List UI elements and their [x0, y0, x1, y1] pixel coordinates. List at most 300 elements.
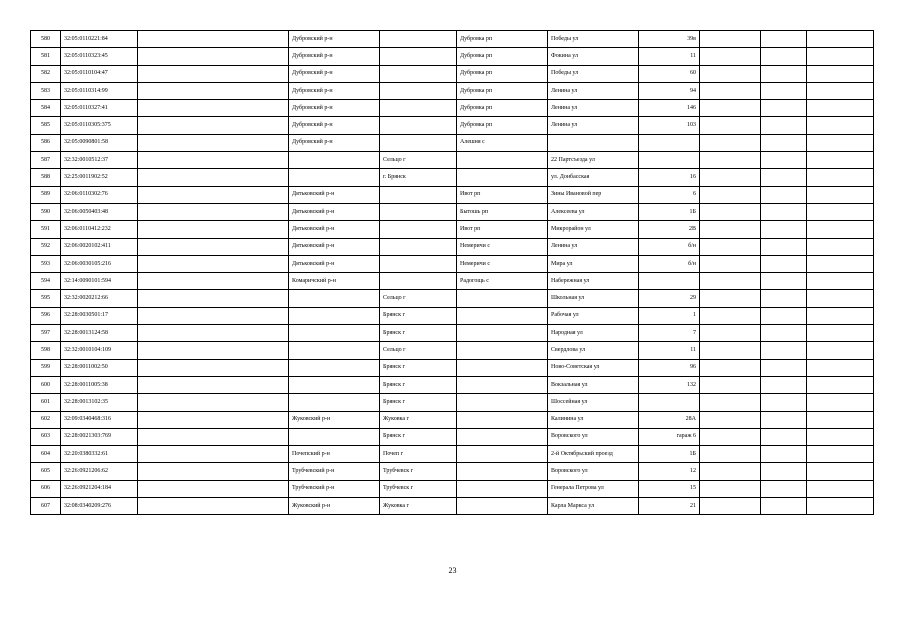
house-number-cell: б/н — [639, 238, 700, 255]
settlement-cell: Бытошь рп — [457, 203, 548, 220]
table-row — [31, 480, 874, 497]
house-number-cell: 12 — [639, 463, 700, 480]
cadastral-number-cell: 32:06:0030105:216 — [61, 255, 138, 272]
extra-column-2-cell — [761, 134, 807, 151]
city-cell: Брянск г — [380, 376, 457, 393]
house-number-cell: 39в — [639, 31, 700, 48]
extra-column-3-cell — [807, 428, 874, 445]
extra-column-1-cell — [700, 221, 761, 238]
district-cell: Дубровский р-н — [289, 134, 380, 151]
blank-column-cell — [138, 203, 289, 220]
city-cell — [380, 82, 457, 99]
table-row — [31, 359, 874, 376]
extra-column-3-cell — [807, 411, 874, 428]
cadastral-number-cell: 32:26:0921206:62 — [61, 463, 138, 480]
extra-column-1-cell — [700, 82, 761, 99]
city-cell: Трубчевск г — [380, 463, 457, 480]
settlement-cell: Дубровка рп — [457, 117, 548, 134]
table-body — [31, 31, 874, 515]
city-cell: Жуковка г — [380, 498, 457, 515]
cadastral-number-cell: 32:32:0010512:37 — [61, 152, 138, 169]
extra-column-1-cell — [700, 152, 761, 169]
extra-column-1-cell — [700, 446, 761, 463]
row-number-cell: 601 — [31, 394, 61, 411]
street-cell: Алексеева ул — [548, 203, 639, 220]
cadastral-number-cell: 32:05:0090801:58 — [61, 134, 138, 151]
city-cell — [380, 100, 457, 117]
city-cell — [380, 273, 457, 290]
extra-column-3-cell — [807, 376, 874, 393]
extra-column-2-cell — [761, 411, 807, 428]
cadastral-number-cell: 32:14:0090101:594 — [61, 273, 138, 290]
row-number-cell: 591 — [31, 221, 61, 238]
street-cell: Ленина ул — [548, 100, 639, 117]
cadastral-number-cell: 32:05:0110104:47 — [61, 65, 138, 82]
street-cell: Фокина ул — [548, 48, 639, 65]
row-number-cell: 588 — [31, 169, 61, 186]
city-cell — [380, 255, 457, 272]
district-cell: Почепский р-н — [289, 446, 380, 463]
district-cell: Трубчевский р-н — [289, 463, 380, 480]
row-number-cell: 587 — [31, 152, 61, 169]
cadastral-number-cell: 32:08:0340209:276 — [61, 498, 138, 515]
settlement-cell: Дубровка рп — [457, 100, 548, 117]
extra-column-2-cell — [761, 307, 807, 324]
extra-column-1-cell — [700, 186, 761, 203]
extra-column-1-cell — [700, 325, 761, 342]
settlement-cell — [457, 307, 548, 324]
blank-column-cell — [138, 463, 289, 480]
cadastral-number-cell: 32:28:0013102:35 — [61, 394, 138, 411]
district-cell — [289, 359, 380, 376]
street-cell: Генерала Петрова ул — [548, 480, 639, 497]
extra-column-3-cell — [807, 325, 874, 342]
extra-column-3-cell — [807, 221, 874, 238]
district-cell: Дубровский р-н — [289, 100, 380, 117]
city-cell: г. Брянск — [380, 169, 457, 186]
district-cell: Дятьковский р-н — [289, 221, 380, 238]
extra-column-1-cell — [700, 394, 761, 411]
row-number-cell: 598 — [31, 342, 61, 359]
district-cell — [289, 307, 380, 324]
extra-column-2-cell — [761, 186, 807, 203]
blank-column-cell — [138, 290, 289, 307]
street-cell: Рабочая ул — [548, 307, 639, 324]
row-number-cell: 597 — [31, 325, 61, 342]
blank-column-cell — [138, 117, 289, 134]
extra-column-2-cell — [761, 100, 807, 117]
city-cell — [380, 117, 457, 134]
blank-column-cell — [138, 342, 289, 359]
extra-column-2-cell — [761, 82, 807, 99]
district-cell — [289, 290, 380, 307]
table-row — [31, 31, 874, 48]
table-row — [31, 273, 874, 290]
table-row — [31, 48, 874, 65]
settlement-cell: Дубровка рп — [457, 65, 548, 82]
street-cell: Воровского ул — [548, 428, 639, 445]
table-row — [31, 65, 874, 82]
extra-column-3-cell — [807, 394, 874, 411]
city-cell — [380, 134, 457, 151]
house-number-cell: 6 — [639, 186, 700, 203]
table-row — [31, 325, 874, 342]
district-cell — [289, 394, 380, 411]
row-number-cell: 583 — [31, 82, 61, 99]
table-row — [31, 221, 874, 238]
extra-column-1-cell — [700, 134, 761, 151]
row-number-cell: 600 — [31, 376, 61, 393]
settlement-cell: Немеричи с — [457, 238, 548, 255]
district-cell — [289, 428, 380, 445]
blank-column-cell — [138, 221, 289, 238]
table-row — [31, 342, 874, 359]
extra-column-1-cell — [700, 273, 761, 290]
extra-column-1-cell — [700, 290, 761, 307]
house-number-cell: 16 — [639, 169, 700, 186]
blank-column-cell — [138, 428, 289, 445]
row-number-cell: 595 — [31, 290, 61, 307]
table-row — [31, 255, 874, 272]
row-number-cell: 606 — [31, 480, 61, 497]
blank-column-cell — [138, 359, 289, 376]
extra-column-3-cell — [807, 238, 874, 255]
street-cell: Зины Ивановой пер — [548, 186, 639, 203]
settlement-cell — [457, 498, 548, 515]
table-row — [31, 238, 874, 255]
extra-column-1-cell — [700, 65, 761, 82]
extra-column-2-cell — [761, 65, 807, 82]
blank-column-cell — [138, 307, 289, 324]
house-number-cell: 11 — [639, 342, 700, 359]
street-cell: Народная ул — [548, 325, 639, 342]
house-number-cell: 1Б — [639, 446, 700, 463]
district-cell: Дубровский р-н — [289, 65, 380, 82]
settlement-cell — [457, 152, 548, 169]
table-row — [31, 82, 874, 99]
settlement-cell — [457, 463, 548, 480]
registry-table — [30, 30, 874, 515]
extra-column-1-cell — [700, 117, 761, 134]
street-cell — [548, 134, 639, 151]
extra-column-1-cell — [700, 480, 761, 497]
extra-column-2-cell — [761, 428, 807, 445]
extra-column-2-cell — [761, 325, 807, 342]
house-number-cell: 15 — [639, 480, 700, 497]
street-cell: 2-й Октябрьский проезд — [548, 446, 639, 463]
district-cell: Дубровский р-н — [289, 82, 380, 99]
settlement-cell: Алешня с — [457, 134, 548, 151]
blank-column-cell — [138, 411, 289, 428]
settlement-cell — [457, 411, 548, 428]
row-number-cell: 592 — [31, 238, 61, 255]
city-cell — [380, 65, 457, 82]
extra-column-1-cell — [700, 376, 761, 393]
extra-column-2-cell — [761, 221, 807, 238]
row-number-cell: 604 — [31, 446, 61, 463]
blank-column-cell — [138, 498, 289, 515]
district-cell — [289, 325, 380, 342]
blank-column-cell — [138, 376, 289, 393]
extra-column-3-cell — [807, 273, 874, 290]
row-number-cell: 581 — [31, 48, 61, 65]
settlement-cell: Дубровка рп — [457, 48, 548, 65]
settlement-cell — [457, 342, 548, 359]
city-cell: Брянск г — [380, 325, 457, 342]
cadastral-number-cell: 32:05:0110314:99 — [61, 82, 138, 99]
row-number-cell: 590 — [31, 203, 61, 220]
extra-column-2-cell — [761, 359, 807, 376]
house-number-cell: б/н — [639, 255, 700, 272]
city-cell: Сельцо г — [380, 290, 457, 307]
street-cell: Победы ул — [548, 31, 639, 48]
extra-column-3-cell — [807, 186, 874, 203]
extra-column-2-cell — [761, 117, 807, 134]
extra-column-2-cell — [761, 48, 807, 65]
extra-column-1-cell — [700, 100, 761, 117]
street-cell: Свердлова ул — [548, 342, 639, 359]
street-cell: Ленина ул — [548, 82, 639, 99]
house-number-cell: 29 — [639, 290, 700, 307]
blank-column-cell — [138, 480, 289, 497]
extra-column-3-cell — [807, 31, 874, 48]
cadastral-number-cell: 32:26:0921204:184 — [61, 480, 138, 497]
house-number-cell: 146 — [639, 100, 700, 117]
settlement-cell — [457, 325, 548, 342]
city-cell — [380, 186, 457, 203]
table-row — [31, 411, 874, 428]
cadastral-number-cell: 32:25:0011902:52 — [61, 169, 138, 186]
settlement-cell — [457, 428, 548, 445]
extra-column-1-cell — [700, 307, 761, 324]
city-cell — [380, 31, 457, 48]
street-cell: ул. Донбасская — [548, 169, 639, 186]
street-cell: Ново-Советская ул — [548, 359, 639, 376]
extra-column-1-cell — [700, 342, 761, 359]
blank-column-cell — [138, 48, 289, 65]
extra-column-3-cell — [807, 498, 874, 515]
extra-column-2-cell — [761, 255, 807, 272]
extra-column-3-cell — [807, 480, 874, 497]
city-cell: Трубчевск г — [380, 480, 457, 497]
house-number-cell — [639, 273, 700, 290]
cadastral-number-cell: 32:05:0110221:84 — [61, 31, 138, 48]
city-cell: Брянск г — [380, 307, 457, 324]
extra-column-3-cell — [807, 65, 874, 82]
extra-column-2-cell — [761, 480, 807, 497]
cadastral-number-cell: 32:06:0110302:76 — [61, 186, 138, 203]
cadastral-number-cell: 32:05:0110305:375 — [61, 117, 138, 134]
cadastral-number-cell: 32:06:0020102:411 — [61, 238, 138, 255]
district-cell: Комаричский р-н — [289, 273, 380, 290]
row-number-cell: 582 — [31, 65, 61, 82]
extra-column-3-cell — [807, 446, 874, 463]
city-cell: Брянск г — [380, 359, 457, 376]
district-cell — [289, 376, 380, 393]
extra-column-1-cell — [700, 31, 761, 48]
house-number-cell: 1 — [639, 307, 700, 324]
street-cell: Ленина ул — [548, 117, 639, 134]
row-number-cell: 602 — [31, 411, 61, 428]
cadastral-number-cell: 32:28:0013124:58 — [61, 325, 138, 342]
cadastral-number-cell: 32:09:0340468:316 — [61, 411, 138, 428]
settlement-cell: Ивот рп — [457, 221, 548, 238]
table-row — [31, 428, 874, 445]
row-number-cell: 585 — [31, 117, 61, 134]
settlement-cell: Радогощь с — [457, 273, 548, 290]
row-number-cell: 580 — [31, 31, 61, 48]
blank-column-cell — [138, 255, 289, 272]
blank-column-cell — [138, 134, 289, 151]
extra-column-3-cell — [807, 134, 874, 151]
settlement-cell — [457, 394, 548, 411]
city-cell — [380, 203, 457, 220]
extra-column-3-cell — [807, 82, 874, 99]
street-cell: Воровского ул — [548, 463, 639, 480]
house-number-cell: 7 — [639, 325, 700, 342]
street-cell: Микрорайон ул — [548, 221, 639, 238]
settlement-cell: Дубровка рп — [457, 82, 548, 99]
district-cell: Дятьковский р-н — [289, 255, 380, 272]
blank-column-cell — [138, 31, 289, 48]
page-number: 23 — [448, 566, 457, 575]
district-cell: Дятьковский р-н — [289, 238, 380, 255]
house-number-cell: 96 — [639, 359, 700, 376]
street-cell: Победы ул — [548, 65, 639, 82]
table-row — [31, 169, 874, 186]
table-row — [31, 307, 874, 324]
house-number-cell: 11 — [639, 48, 700, 65]
extra-column-2-cell — [761, 376, 807, 393]
cadastral-number-cell: 32:28:0030501:17 — [61, 307, 138, 324]
house-number-cell: 21 — [639, 498, 700, 515]
table-row — [31, 446, 874, 463]
cadastral-number-cell: 32:05:0110323:45 — [61, 48, 138, 65]
row-number-cell: 607 — [31, 498, 61, 515]
table-row — [31, 203, 874, 220]
house-number-cell: 28А — [639, 411, 700, 428]
house-number-cell: 2В — [639, 221, 700, 238]
street-cell: Ленина ул — [548, 238, 639, 255]
blank-column-cell — [138, 325, 289, 342]
blank-column-cell — [138, 186, 289, 203]
extra-column-3-cell — [807, 117, 874, 134]
settlement-cell — [457, 480, 548, 497]
extra-column-3-cell — [807, 307, 874, 324]
street-cell: Шоссейная ул — [548, 394, 639, 411]
street-cell: Мира ул — [548, 255, 639, 272]
table-row — [31, 134, 874, 151]
settlement-cell: Немеричи с — [457, 255, 548, 272]
table-row — [31, 117, 874, 134]
extra-column-3-cell — [807, 152, 874, 169]
table-row — [31, 100, 874, 117]
house-number-cell: 132 — [639, 376, 700, 393]
cadastral-number-cell: 32:28:0021303:769 — [61, 428, 138, 445]
extra-column-1-cell — [700, 411, 761, 428]
district-cell: Дятьковский р-н — [289, 186, 380, 203]
extra-column-1-cell — [700, 169, 761, 186]
settlement-cell: Дубровка рп — [457, 31, 548, 48]
row-number-cell: 599 — [31, 359, 61, 376]
district-cell: Жуковский р-н — [289, 411, 380, 428]
extra-column-1-cell — [700, 203, 761, 220]
house-number-cell — [639, 134, 700, 151]
house-number-cell: 103 — [639, 117, 700, 134]
blank-column-cell — [138, 169, 289, 186]
district-cell: Дубровский р-н — [289, 48, 380, 65]
extra-column-1-cell — [700, 359, 761, 376]
city-cell — [380, 221, 457, 238]
city-cell: Сельцо г — [380, 342, 457, 359]
extra-column-1-cell — [700, 498, 761, 515]
settlement-cell — [457, 169, 548, 186]
row-number-cell: 603 — [31, 428, 61, 445]
row-number-cell: 596 — [31, 307, 61, 324]
house-number-cell: 94 — [639, 82, 700, 99]
extra-column-3-cell — [807, 290, 874, 307]
extra-column-1-cell — [700, 463, 761, 480]
settlement-cell — [457, 290, 548, 307]
street-cell: Калинина ул — [548, 411, 639, 428]
extra-column-2-cell — [761, 342, 807, 359]
district-cell — [289, 169, 380, 186]
cadastral-number-cell: 32:06:0110412:232 — [61, 221, 138, 238]
house-number-cell — [639, 152, 700, 169]
row-number-cell: 605 — [31, 463, 61, 480]
extra-column-2-cell — [761, 394, 807, 411]
settlement-cell: Ивот рп — [457, 186, 548, 203]
city-cell: Брянск г — [380, 394, 457, 411]
blank-column-cell — [138, 446, 289, 463]
district-cell: Трубчевский р-н — [289, 480, 380, 497]
extra-column-2-cell — [761, 273, 807, 290]
street-cell: Вокзальная ул — [548, 376, 639, 393]
city-cell: Почеп г — [380, 446, 457, 463]
house-number-cell: гараж 6 — [639, 428, 700, 445]
street-cell: Школьная ул — [548, 290, 639, 307]
street-cell: Карла Маркса ул — [548, 498, 639, 515]
blank-column-cell — [138, 100, 289, 117]
settlement-cell — [457, 376, 548, 393]
street-cell: Набережная ул — [548, 273, 639, 290]
extra-column-2-cell — [761, 498, 807, 515]
row-number-cell: 584 — [31, 100, 61, 117]
city-cell — [380, 238, 457, 255]
extra-column-2-cell — [761, 463, 807, 480]
extra-column-2-cell — [761, 203, 807, 220]
extra-column-2-cell — [761, 238, 807, 255]
city-cell: Брянск г — [380, 428, 457, 445]
blank-column-cell — [138, 273, 289, 290]
city-cell: Жуковка г — [380, 411, 457, 428]
cadastral-number-cell: 32:06:0050403:48 — [61, 203, 138, 220]
district-cell: Дубровский р-н — [289, 31, 380, 48]
extra-column-1-cell — [700, 255, 761, 272]
extra-column-2-cell — [761, 31, 807, 48]
extra-column-2-cell — [761, 290, 807, 307]
cadastral-number-cell: 32:05:0110327:41 — [61, 100, 138, 117]
city-cell: Сельцо г — [380, 152, 457, 169]
table-row — [31, 394, 874, 411]
district-cell — [289, 342, 380, 359]
row-number-cell: 593 — [31, 255, 61, 272]
row-number-cell: 589 — [31, 186, 61, 203]
extra-column-3-cell — [807, 342, 874, 359]
cadastral-number-cell: 32:32:0010104:109 — [61, 342, 138, 359]
extra-column-2-cell — [761, 446, 807, 463]
extra-column-3-cell — [807, 463, 874, 480]
